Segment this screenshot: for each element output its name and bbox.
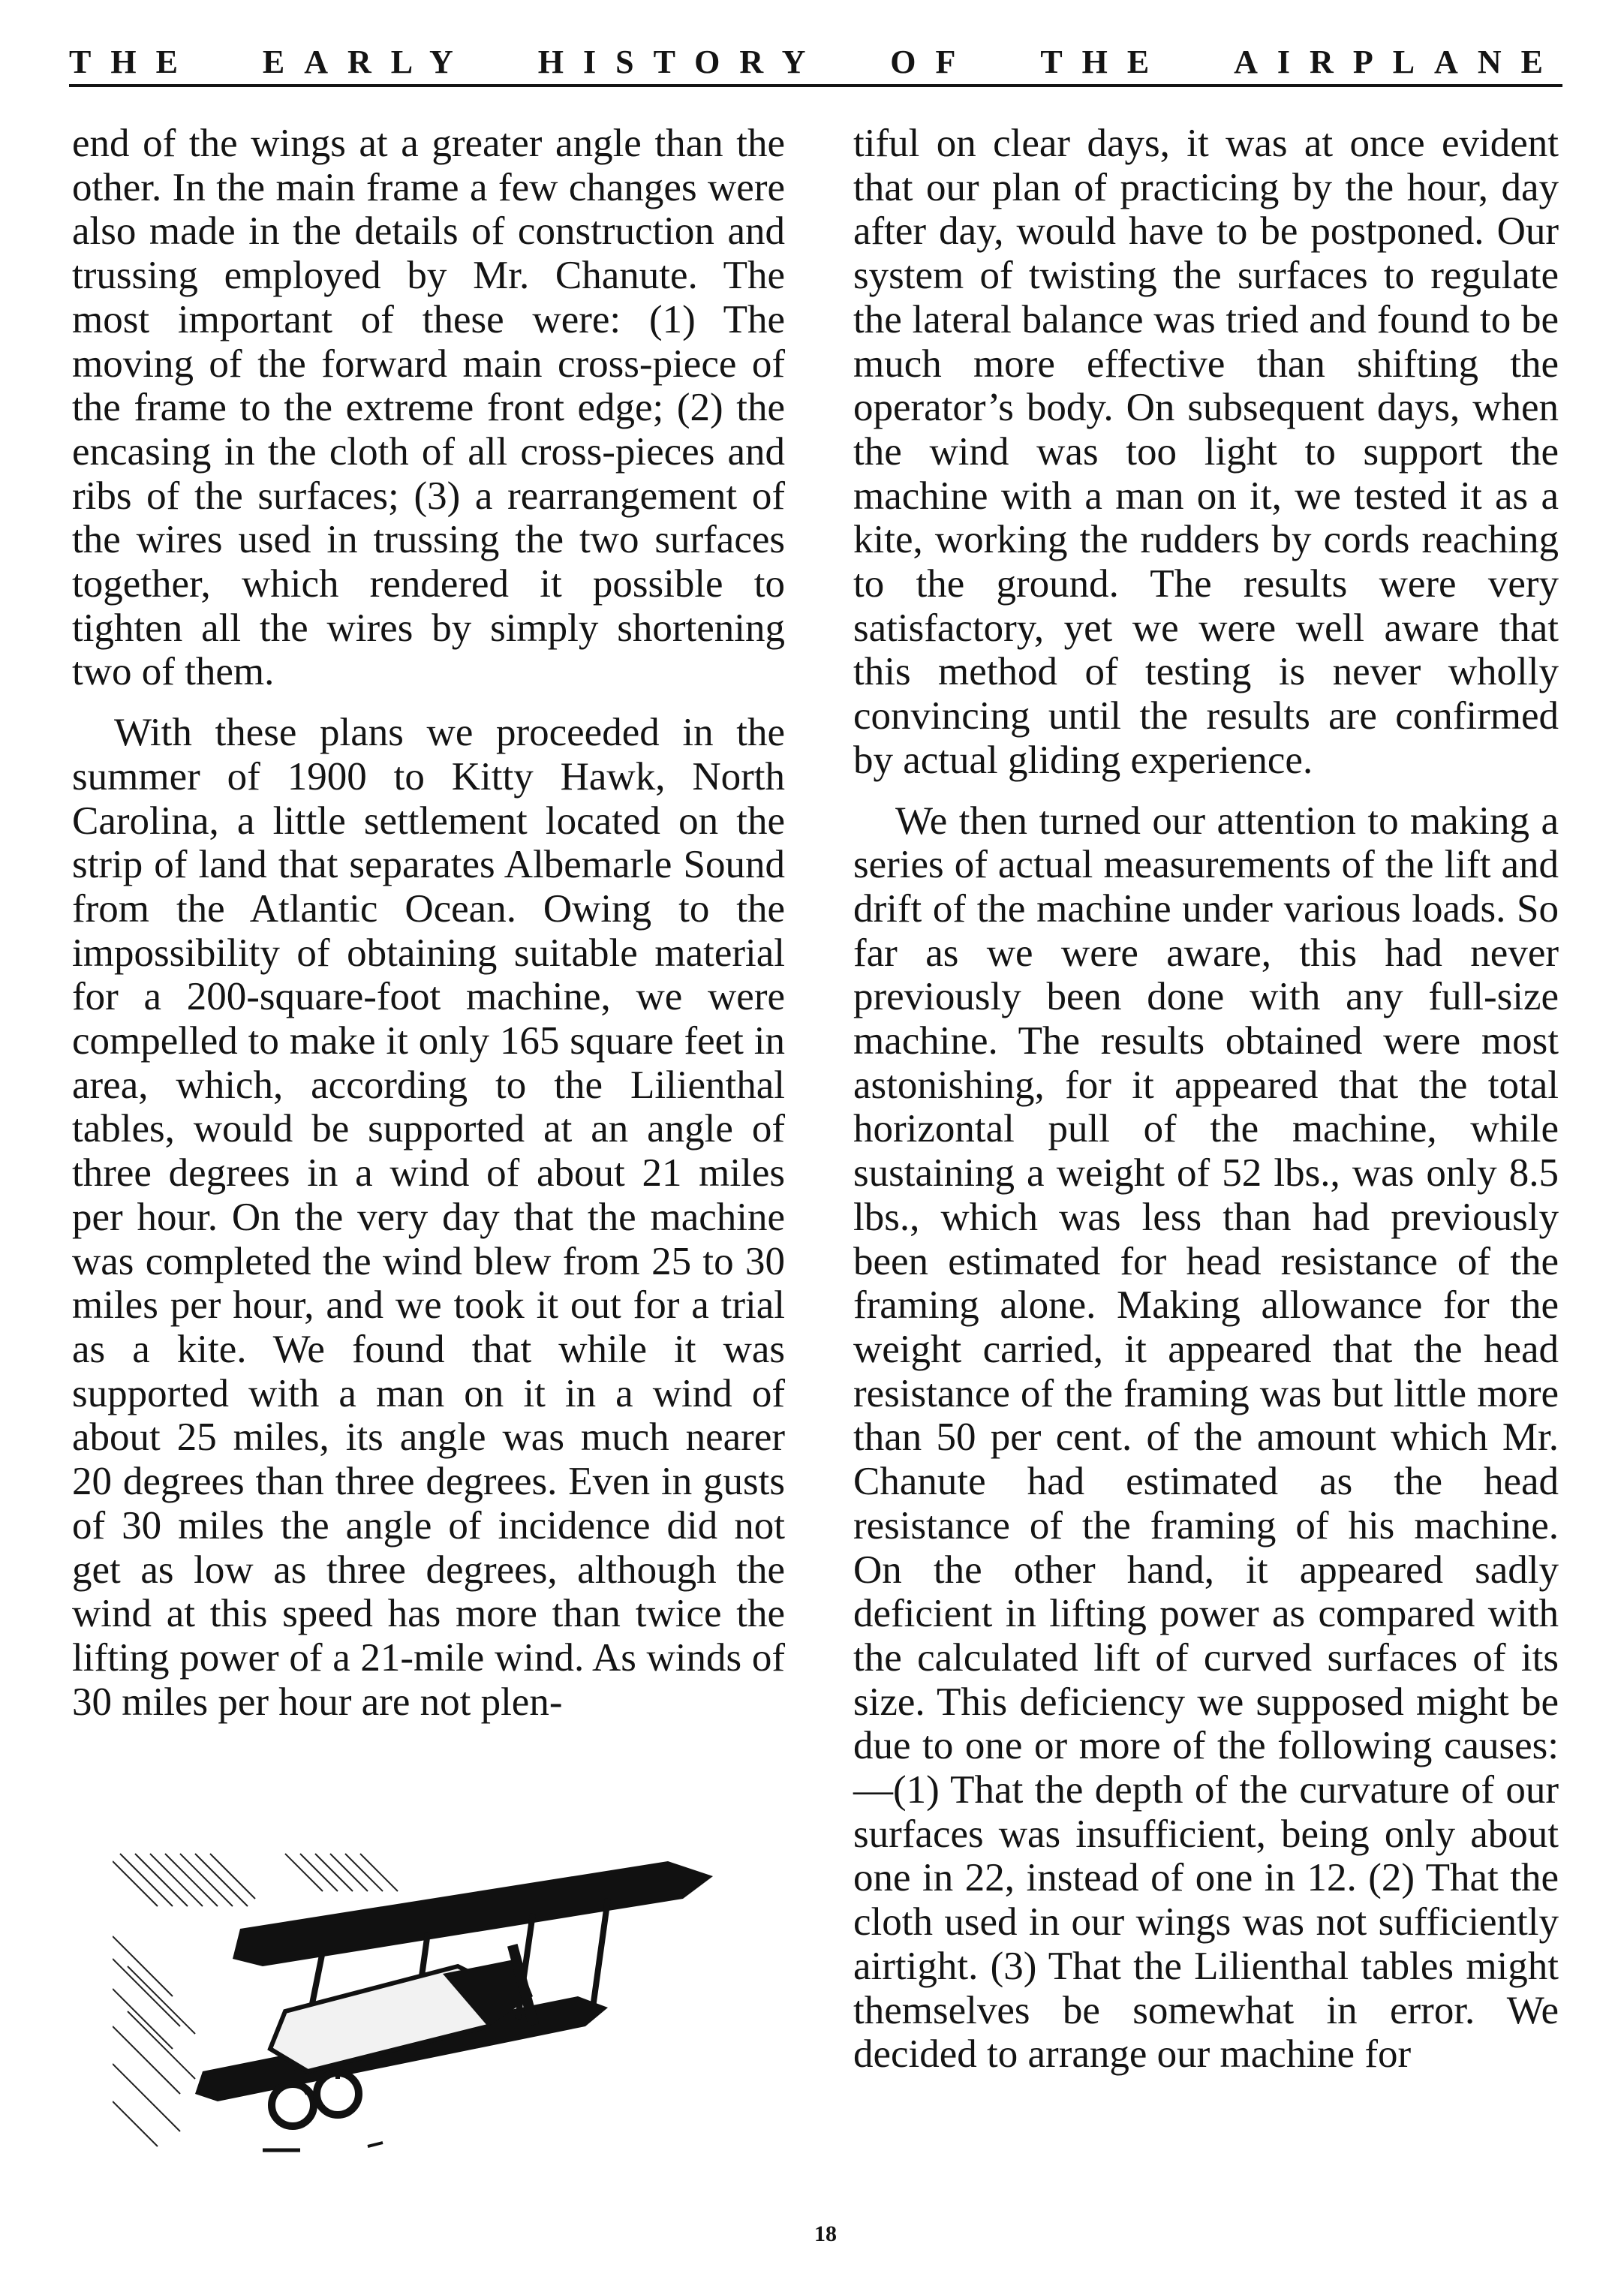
paragraph: end of the wings at a greater angle than the other. In the main frame a few changes were also made in the details of construction and trussing employed by Mr. Chanute. The most important of these were: (1) The moving of the forward main cross-piece of the frame to the extreme front edge; (2) the encasing in the cloth of all cross-pieces and ribs of the surfaces; (3) a rearrangement of the wires used in trussing the two surfaces together, which rendered it possible to tighten all the wires by simply shortening two of them. [72, 122, 785, 694]
left-column [72, 122, 785, 1724]
header-word: OF [890, 44, 976, 80]
biplane-illustration [113, 1846, 728, 2161]
header-word: AIRPLANE [1234, 44, 1562, 80]
header-word: HISTORY [537, 44, 826, 80]
page-number: 18 [814, 2221, 837, 2246]
header-word: THE [69, 44, 197, 80]
right-column [853, 122, 1559, 2077]
header-word: EARLY [262, 44, 473, 80]
header-rule [69, 84, 1562, 87]
paragraph: tiful on clear days, it was at once evident that our plan of practicing by the hour, day after day, would have to be postponed. Our system of twisting the surfaces to regulate the lateral balance was tried and found to be much more effective than shifting the operator’s body. On subsequent days, when the wind was too light to support the machine with a man on it, we tested it as a kite, working the rudders by cords reaching to the ground. The results were very satisfactory, yet we were well aware that this method of testing is never wholly convincing until the results are confirmed by actual gliding experience. [853, 122, 1559, 782]
biplane-icon [113, 1846, 728, 2161]
paragraph: We then turned our attention to making a series of actual measurements of the lift and drift of the machine under various loads. So far as we were aware, this had never previously been done with any full-size machine. The results obtained were most astonishing, for it appeared that the total horizontal pull of the machine, while sustaining a weight of 52 lbs., was only 8.5 lbs., which was less than had previously been estimated for head resistance of the framing alone. Making allowance for the weight carried, it appeared that the head resistance of the framing was but little more than 50 per cent. of the amount which Mr. Chanute had estimated as the head resistance of the framing of his machine. On the other hand, it appeared sadly deficient in lifting power as compared with the calculated lift of curved surfaces of its size. This deficiency we supposed might be due to one or more of the following causes:—(1) That the depth of the curvature of our surfaces was insufficient, being only about one in 22, instead of one in 12. (2) That the cloth used in our wings was not sufficiently airtight. (3) That the Lilienthal tables might themselves be somewhat in error. We decided to arrange our machine for [853, 799, 1559, 2077]
paragraph: With these plans we proceeded in the summer of 1900 to Kitty Hawk, North Carolina, a little settlement located on the strip of land that separates Albemarle Sound from the Atlantic Ocean. Owing to the impossibility of obtaining suitable material for a 200-square-foot machine, we were compelled to make it only 165 square feet in area, which, according to the Lilienthal tables, would be supported at an angle of three degrees in a wind of about 21 miles per hour. On the very day that the machine was completed the wind blew from 25 to 30 miles per hour, and we took it out for a trial as a kite. We found that while it was supported with a man on it in a wind of about 25 miles, its angle was much nearer 20 degrees than three degrees. Even in gusts of 30 miles the angle of incidence did not get as low as three degrees, although the wind at this speed has more than twice the lifting power of a 21-mile wind. As winds of 30 miles per hour are not plen- [72, 711, 785, 1724]
running-header [69, 44, 1562, 81]
header-word: THE [1040, 44, 1169, 80]
